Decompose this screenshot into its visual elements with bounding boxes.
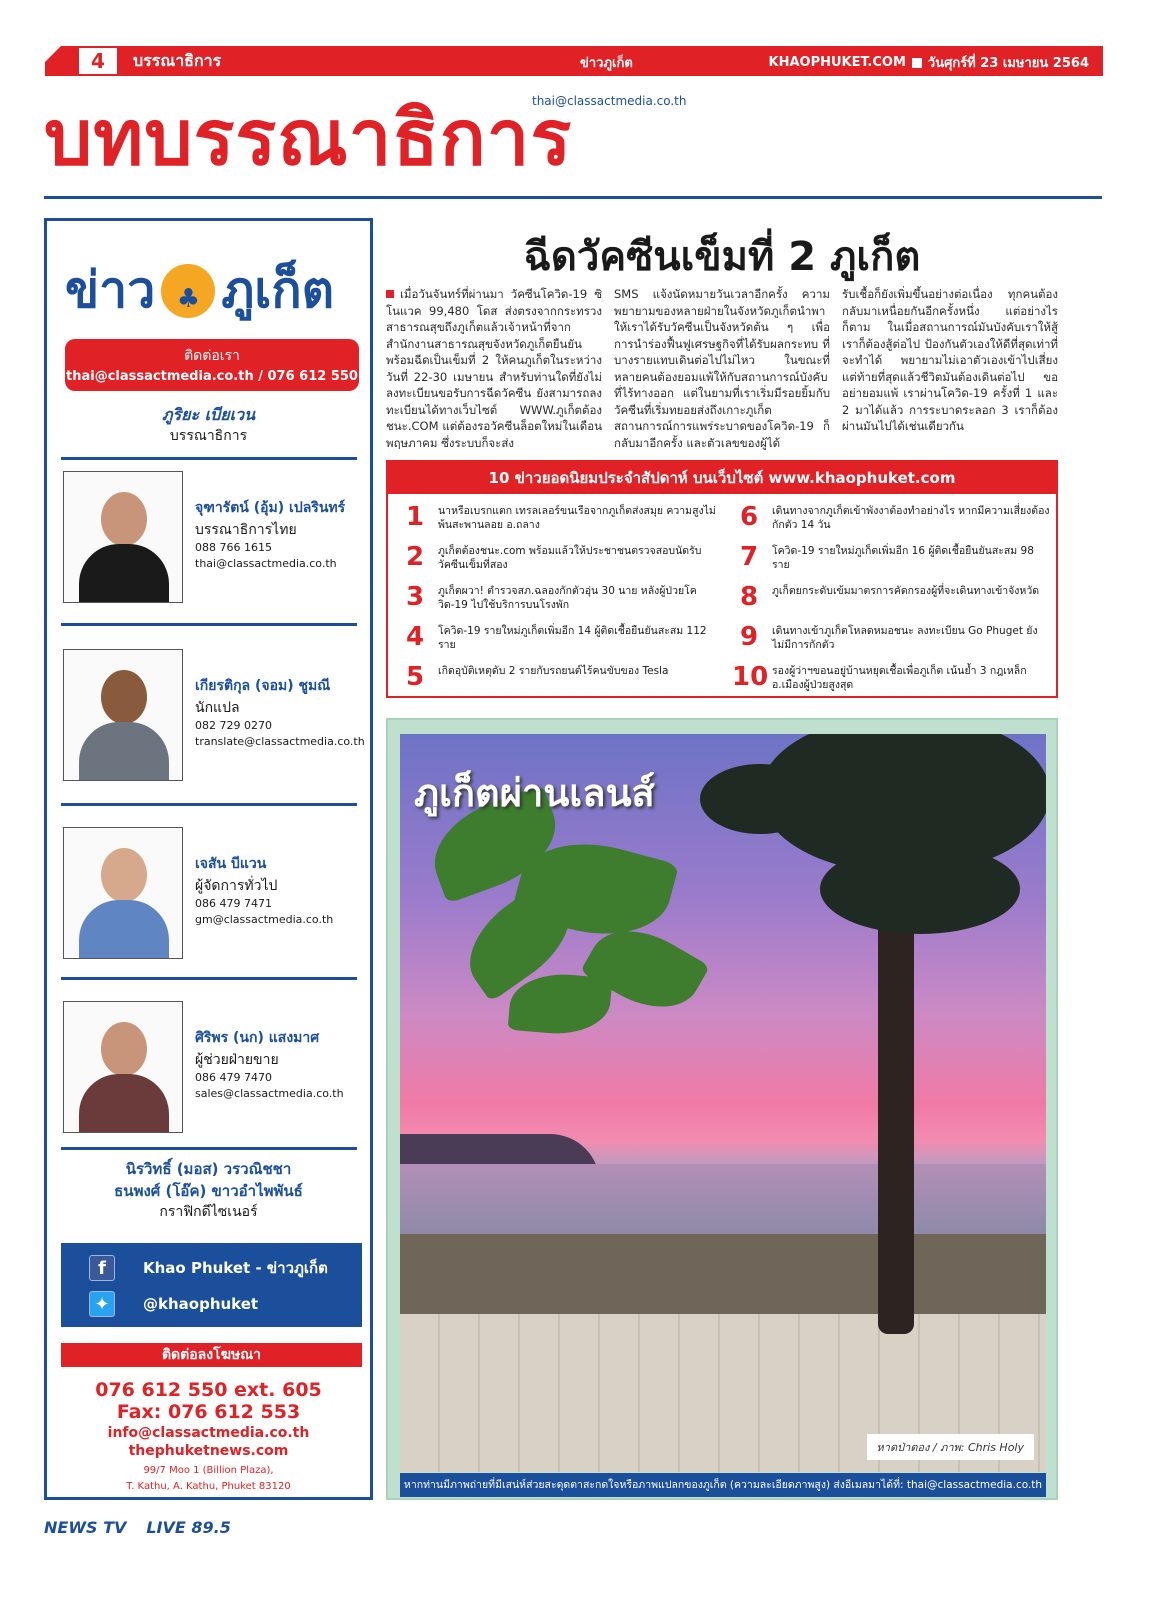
- news-tv-logo: NEWS TV: [44, 1518, 127, 1537]
- head-shape: [101, 492, 147, 546]
- staff-phone: 086 479 7471: [195, 897, 272, 910]
- masthead-email: thai@classactmedia.co.th: [532, 94, 687, 108]
- staff-email: sales@classactmedia.co.th: [195, 1087, 344, 1100]
- item-number: 2: [405, 542, 425, 572]
- sidebar-divider: [61, 803, 357, 806]
- ads-phone: 076 612 550 ext. 605: [95, 1379, 322, 1401]
- top-news-header: 10 ข่าวยอดนิยมประจำสัปดาห์ บนเว็บไซต์ www.khaophuket.com: [388, 462, 1056, 494]
- social-box: [61, 1243, 362, 1327]
- item-number: 8: [739, 582, 759, 612]
- item-title: เดินทางจากภูเก็ตเข้าพังงาต้องทำอย่างไร หากมีความเสี่ยงต้องกักตัว 14 วัน: [772, 505, 1050, 531]
- head-shape: [101, 848, 147, 902]
- item-title: โควิด-19 รายใหม่ภูเก็ตเพิ่มอีก 16 ผู้ติดเชื้อยืนยันสะสม 98 ราย: [772, 545, 1034, 571]
- article-text: เมื่อวันจันทร์ที่ผ่านมา วัคซีนโควิด-19 ซิโนแวค 99,480 โดส ส่งตรงจากกระทรวงสาธารณสุขถึงภูเก็ตแล้วเจ้าหน้าที่จากสำนักงานสาธารณสุขจังหวัดภูเก็ตยืนยันพร้อมฉีดเป็นเข็มที่ 2 ให้คนภูเก็ตในระหว่างวันที่ 22-30 เมษายน สำหรับท่านใดที่ยังไม่ลงทะเบียนขอรับการฉีดวัคซีน ยังสามารถลงทะเบียนได้ทางเว็บไซต์ WWW.ภูเก็ตต้องชนะ.COM แต่ต้องรอวัคซีนล็อตใหม่ในเดือนพฤษภาคม ซึ่งระบบก็จะส่ง: [386, 287, 602, 450]
- ads-header: ติดต่อลงโฆษณา: [61, 1343, 362, 1367]
- item-number: 6: [739, 502, 759, 532]
- photo-frame: [386, 718, 1058, 1500]
- staff-role: บรรณาธิการไทย: [195, 522, 297, 538]
- contact-box: [65, 339, 359, 391]
- beach-shape: [400, 1234, 1046, 1314]
- article-body: [386, 286, 1058, 452]
- twitter-icon: ✦: [89, 1291, 115, 1317]
- item-number: 1: [405, 502, 425, 532]
- body-shape: [79, 900, 169, 959]
- sun-palm-icon: ♣: [161, 264, 215, 318]
- staff-name: ศิริพร (นก) แสงมาศ: [195, 1030, 320, 1046]
- staff-email: translate@classactmedia.co.th: [195, 735, 365, 748]
- staff-card: [61, 827, 357, 967]
- list-item[interactable]: [398, 660, 718, 700]
- item-number: 7: [739, 542, 759, 572]
- list-item[interactable]: [398, 620, 718, 660]
- corner-cut: [45, 46, 61, 62]
- beach-photo: [400, 734, 1046, 1472]
- sidebar-divider: [61, 457, 357, 460]
- ads-fax: Fax: 076 612 553: [116, 1401, 301, 1423]
- tree-canopy: [700, 764, 820, 834]
- item-number: 3: [405, 582, 425, 612]
- square-icon: [912, 58, 922, 68]
- item-number: 9: [739, 622, 759, 652]
- list-item[interactable]: [732, 620, 1052, 660]
- editor-name: ภูริยะ เบียเวน: [161, 405, 256, 424]
- page-header-bar: [45, 46, 1103, 76]
- photo-caption: หาดป่าตอง / ภาพ: Chris Holy: [867, 1434, 1034, 1460]
- staff-email: thai@classactmedia.co.th: [195, 557, 337, 570]
- article-column: [386, 286, 602, 452]
- list-item[interactable]: [732, 540, 1052, 580]
- staff-phone: 082 729 0270: [195, 719, 272, 732]
- list-item[interactable]: [732, 660, 1052, 700]
- item-number: 5: [405, 662, 425, 692]
- head-shape: [101, 670, 147, 724]
- section-name: บรรณาธิการ: [133, 50, 222, 70]
- staff-name: เจสัน บีแวน: [195, 856, 267, 872]
- sea-shape: [400, 1164, 1046, 1234]
- facebook-row[interactable]: [89, 1255, 328, 1281]
- photo-title: ภูเก็ตผ่านเลนส์: [414, 771, 655, 815]
- site-name: KHAOPHUKET.COM: [768, 55, 906, 70]
- article-text: รับเชื้อก็ยังเพิ่มขึ้นอย่างต่อเนื่อง ทุกคนต้องกลับมาเหนื่อยกันอีกครั้งหนึ่ง แต่อย่างไรก็ตาม ในเมื่อสถานการณ์มันบังคับเราให้สู้ เราก็ต้องสู้ต่อไป ป้องกันตัวเองให้ดีที่สุดเท่าที่จะทำได้ พยายามไม่เอาตัวเองเข้าไปเสี่ยง แต่ท้ายที่สุดแล้วชีวิตมันต้องเดินต่อไป ขออย่ายอมแพ้ เราผ่านโควิด-19 ครั้งที่ 1 และ 2 มาได้แล้ว การระบาดระลอก 3 เราก็ต้องผ่านมันไปได้เช่นเดียวกัน: [842, 287, 1058, 433]
- item-title: เกิดอุบัติเหตุดับ 2 รายกับรถยนต์ไร้คนขับของ Tesla: [438, 665, 669, 677]
- staff-email: gm@classactmedia.co.th: [195, 913, 334, 926]
- ads-address-1: 99/7 Moo 1 (Billion Plaza),: [143, 1465, 274, 1476]
- sidebar-divider: [61, 623, 357, 626]
- contact-value: thai@classactmedia.co.th / 076 612 550: [66, 369, 358, 384]
- graphic-designer-2: ธนพงศ์ (โอ๊ค) ขาวอำไพพันธ์: [114, 1182, 303, 1200]
- staff-sidebar: [44, 218, 373, 1500]
- editor-role: บรรณาธิการ: [169, 428, 248, 444]
- brand-right: ภูเก็ต: [221, 261, 335, 319]
- tree-canopy: [820, 844, 1020, 934]
- masthead-title: บทบรรณาธิการ: [44, 93, 573, 182]
- staff-name: เกียรติกุล (จอม) ชูมณี: [195, 678, 331, 694]
- item-title: นาหรือเบรกแตก เทรลเลอร์ขนเรือจากภูเก็ตส่งสมุย ความสูงไม่พ้นสะพานลอย อ.ถลาง: [438, 505, 716, 531]
- sidebar-divider: [61, 1147, 357, 1150]
- facebook-label: Khao Phuket - ข่าวภูเก็ต: [143, 1259, 328, 1277]
- live-radio-logo: LIVE 89.5: [146, 1518, 231, 1537]
- twitter-row[interactable]: [89, 1291, 258, 1317]
- item-title: ภูเก็ตยกระดับเข้มมาตรการคัดกรองผู้ที่จะเดินทางเข้าจังหวัด: [772, 585, 1040, 597]
- staff-role: นักแปล: [195, 700, 240, 716]
- ads-web: thephuketnews.com: [128, 1443, 289, 1459]
- sidebar-divider: [61, 977, 357, 980]
- ads-email: info@classactmedia.co.th: [107, 1425, 310, 1441]
- item-number: 10: [732, 662, 769, 692]
- brand-logo: [65, 251, 334, 330]
- issue-date: วันศุกร์ที่ 23 เมษายน 2564: [927, 56, 1089, 71]
- staff-photo: [63, 471, 183, 603]
- masthead-rule: [44, 196, 1102, 199]
- ads-address-2: T. Kathu, A. Kathu, Phuket 83120: [126, 1481, 291, 1492]
- staff-phone: 086 479 7470: [195, 1071, 272, 1084]
- body-shape: [79, 722, 169, 781]
- facebook-icon: f: [89, 1255, 115, 1281]
- item-title: ภูเก็ตต้องชนะ.com พร้อมแล้วให้ประชาชนตรวจสอบนัดรับวัคซีนเข็มที่สอง: [438, 545, 702, 571]
- leaf-shape: [508, 970, 613, 1038]
- staff-card: [61, 649, 365, 789]
- top-news-box: [386, 460, 1058, 698]
- twitter-label: @khaophuket: [143, 1295, 259, 1313]
- footer-logos: [44, 1518, 231, 1537]
- body-shape: [79, 544, 169, 603]
- graphic-role: กราฟิกดีไซเนอร์: [159, 1204, 258, 1220]
- body-shape: [79, 1074, 169, 1133]
- staff-role: ผู้ช่วยฝ่ายขาย: [195, 1052, 279, 1068]
- article-text: SMS แจ้งนัดหมายวันเวลาอีกครั้ง ความพยายามของหลายฝ่ายในจังหวัดภูเก็ตนำพาให้เราได้รับวัคซีนเป็นจังหวัดต้น ๆ เพื่อการนำร่องฟื้นฟูเศรษฐกิจที่ได้รับผลกระทบ ที่บางรายแทบเดินต่อไปไม่ไหว ในขณะที่หลายคนต้องยอมแพ้ให้กับสถานการณ์บังคับที่ไร้ทางออก แต่ในยามที่เราเริ่มมีรอยยิ้มกับวัคซีนที่เริ่มทยอยส่งถึงเกาะภูเก็ต สถานการณ์การแพร่ระบาดของโควิด-19 ก็กลับมาอีกครั้ง และตัวเลขของผู้ได้: [614, 287, 830, 450]
- head-shape: [101, 1022, 147, 1076]
- item-title: รองผู้ว่าฯขอนอยู่บ้านหยุดเชื้อเพื่อภูเก็ต เน้นย้ำ 3 กฎเหล็ก อ.เมืองผู้ป่วยสูงสุด: [772, 665, 1027, 691]
- list-item[interactable]: [398, 500, 718, 540]
- staff-role: ผู้จัดการทั่วไป: [195, 878, 278, 894]
- header-right: [769, 52, 1089, 73]
- staff-card: [61, 471, 357, 611]
- staff-card: [61, 1001, 357, 1141]
- item-title: เดินทางเข้าภูเก็ตโหลดหมอชนะ ลงทะเบียน Go Phuget ยังไม่มีการกักตัว: [772, 625, 1038, 651]
- graphic-designer-1: นิรวิทธิ์ (มอส) วรวณิชชา: [125, 1160, 292, 1178]
- article-headline: ฉีดวัคซีนเข็มที่ 2 ภูเก็ต: [523, 234, 921, 280]
- list-item[interactable]: [732, 580, 1052, 620]
- staff-phone: 088 766 1615: [195, 541, 272, 554]
- staff-photo: [63, 827, 183, 959]
- staff-name: จุฑารัตน์ (อุ้ม) เปลรินทร์: [195, 500, 346, 516]
- item-title: ภูเก็ตผวา! ตำรวจสภ.ฉลองกักตัวอุ่น 30 นาย หลังผู้ป่วยโควิด-19 ไปใช้บริการบนโรงพัก: [438, 585, 697, 611]
- brand-left: ข่าว: [65, 261, 156, 319]
- bullet-icon: [386, 290, 394, 298]
- staff-photo: [63, 649, 183, 781]
- page-number: 4: [77, 46, 119, 76]
- header-logo: ข่าวภูเก็ต: [580, 56, 633, 71]
- contact-label: ติดต่อเรา: [184, 348, 240, 364]
- item-title: โควิด-19 รายใหม่ภูเก็ตเพิ่มอีก 14 ผู้ติดเชื้อยืนยันสะสม 112 ราย: [438, 625, 707, 651]
- list-item[interactable]: [732, 500, 1052, 540]
- staff-photo: [63, 1001, 183, 1133]
- article-column: [614, 286, 830, 452]
- article-column: [842, 286, 1058, 452]
- list-item[interactable]: [398, 540, 718, 580]
- list-item[interactable]: [398, 580, 718, 620]
- photo-footer: หากท่านมีภาพถ่ายที่มีเสน่ห์ส่วยสะดุดตาสะกดใจหรือภาพแปลกของภูเก็ต (ความละเอียดภาพสูง) ส่งอีเมลมาได้ที่: thai@classactmedia.co.th: [400, 1473, 1046, 1497]
- item-number: 4: [405, 622, 425, 652]
